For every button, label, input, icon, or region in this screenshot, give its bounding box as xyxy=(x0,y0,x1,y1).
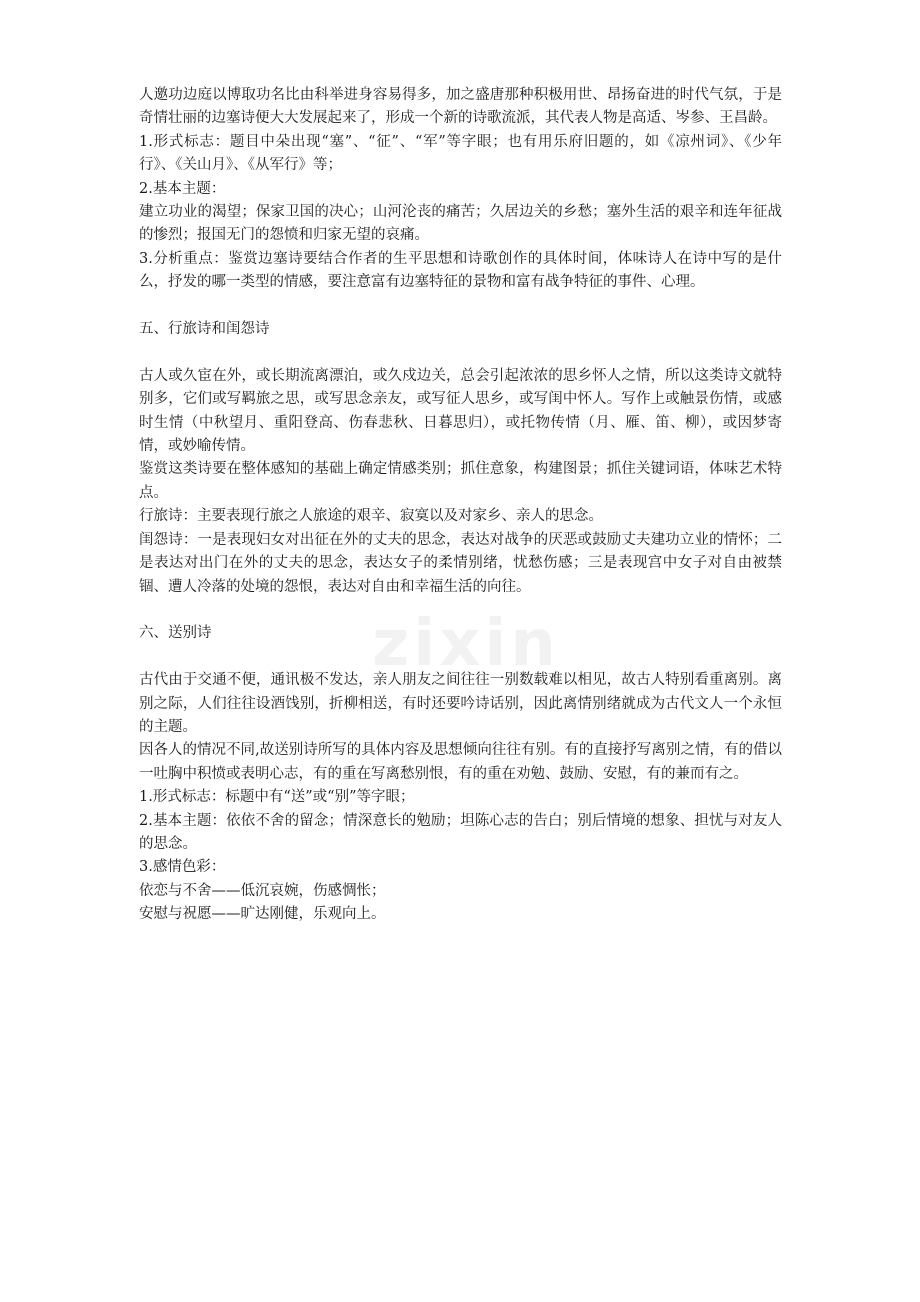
travel-paragraph-1: 古人或久宦在外，或长期流离漂泊，或久戍边关，总会引起浓浓的思乡怀人之情，所以这类诗文就特别多，它们或写羁旅之思，或写思念亲友，或写征人思乡，或写闺中怀人。写作上或触景伤情，或感时生情（中秋望月、重阳登高、伤春悲秋、日暮思归），或托物传情（月、雁、笛、柳），或因梦寄情，或妙喻传情。 xyxy=(139,367,782,455)
frontier-theme-text: 建立功业的渴望；保家卫国的决心；山河沦丧的痛苦；久居边关的乡愁；塞外生活的艰辛和连年征战的惨烈；报国无门的怨愤和归家无望的哀痛。 xyxy=(139,204,782,244)
farewell-theme: 2.基本主题：依依不舍的留念；情深意长的勉励；坦陈心志的告白；别后情境的想象、担忧与对友人的思念。 xyxy=(139,812,782,852)
travel-paragraph-2: 鉴赏这类诗要在整体感知的基础上确定情感类别；抓住意象，构建图景；抓住关键词语，体味艺术特点。 xyxy=(139,461,782,501)
farewell-emotion-2: 安慰与祝愿——旷达刚健，乐观向上。 xyxy=(139,906,386,923)
frontier-analysis-focus: 3.分析重点：鉴赏边塞诗要结合作者的生平思想和诗歌创作的具体时间，体味诗人在诗中写的是什么，抒发的哪一类型的情感，要注意富有边塞特征的景物和富有战争特征的事件、心理。 xyxy=(139,250,782,291)
frontier-paragraph-1: 人邀功边庭以博取功名比由科举进身容易得多，加之盛唐那种积极用世、昂扬奋进的时代气氛，于是奇情壮丽的边塞诗便大大发展起来了，形成一个新的诗歌流派，其代表人物是高适、岑参、王昌龄。 xyxy=(139,87,782,127)
farewell-form-marker: 1.形式标志：标题中有“送”或“别”等字眼； xyxy=(139,789,415,806)
travel-poem-definition: 行旅诗：主要表现行旅之人旅途的艰辛、寂寞以及对家乡、亲人的思念。 xyxy=(139,508,603,525)
frontier-form-marker: 1.形式标志：题目中朵出现“塞”、“征”、“军”等字眼；也有用乐府旧题的，如《凉州词》、《少年行》、《关山月》、《从军行》等； xyxy=(139,133,782,174)
farewell-emotion-label: 3.感情色彩： xyxy=(139,859,226,876)
watermark: zixin xyxy=(372,607,560,681)
travel-section-heading: 五、行旅诗和闺怨诗 xyxy=(139,321,270,338)
farewell-paragraph-1: 古代由于交通不便，通讯极不发达，亲人朋友之间往往一别数载难以相见，故古人特别看重离别。离别之际，人们往往设酒饯别，折柳相送，有时还要吟诗话别，因此离情别绪就成为古代文人一个永恒的主题。 xyxy=(139,672,782,735)
boudoir-poem-definition: 闺怨诗：一是表现妇女对出征在外的丈夫的思念，表达对战争的厌恶或鼓励丈夫建功立业的情怀；二是表达对出门在外的丈夫的思念，表达女子的柔情别绪，忧愁伤感；三是表现宫中女子对自由被禁锢、遭人冷落的处境的怨恨，表达对自由和幸福生活的向往。 xyxy=(139,531,782,595)
farewell-section-heading: 六、送别诗 xyxy=(139,625,212,642)
farewell-paragraph-2: 因各人的情况不同,故送别诗所写的具体内容及思想倾向往往有别。有的直接抒写离别之情，有的借以一吐胸中积愤或表明心志，有的重在写离愁别恨，有的重在劝勉、鼓励、安慰，有的兼而有之。 xyxy=(139,742,782,782)
frontier-theme-label: 2.基本主题： xyxy=(139,180,226,197)
farewell-emotion-1: 依恋与不舍——低沉哀婉，伤感惆怅； xyxy=(139,882,386,899)
